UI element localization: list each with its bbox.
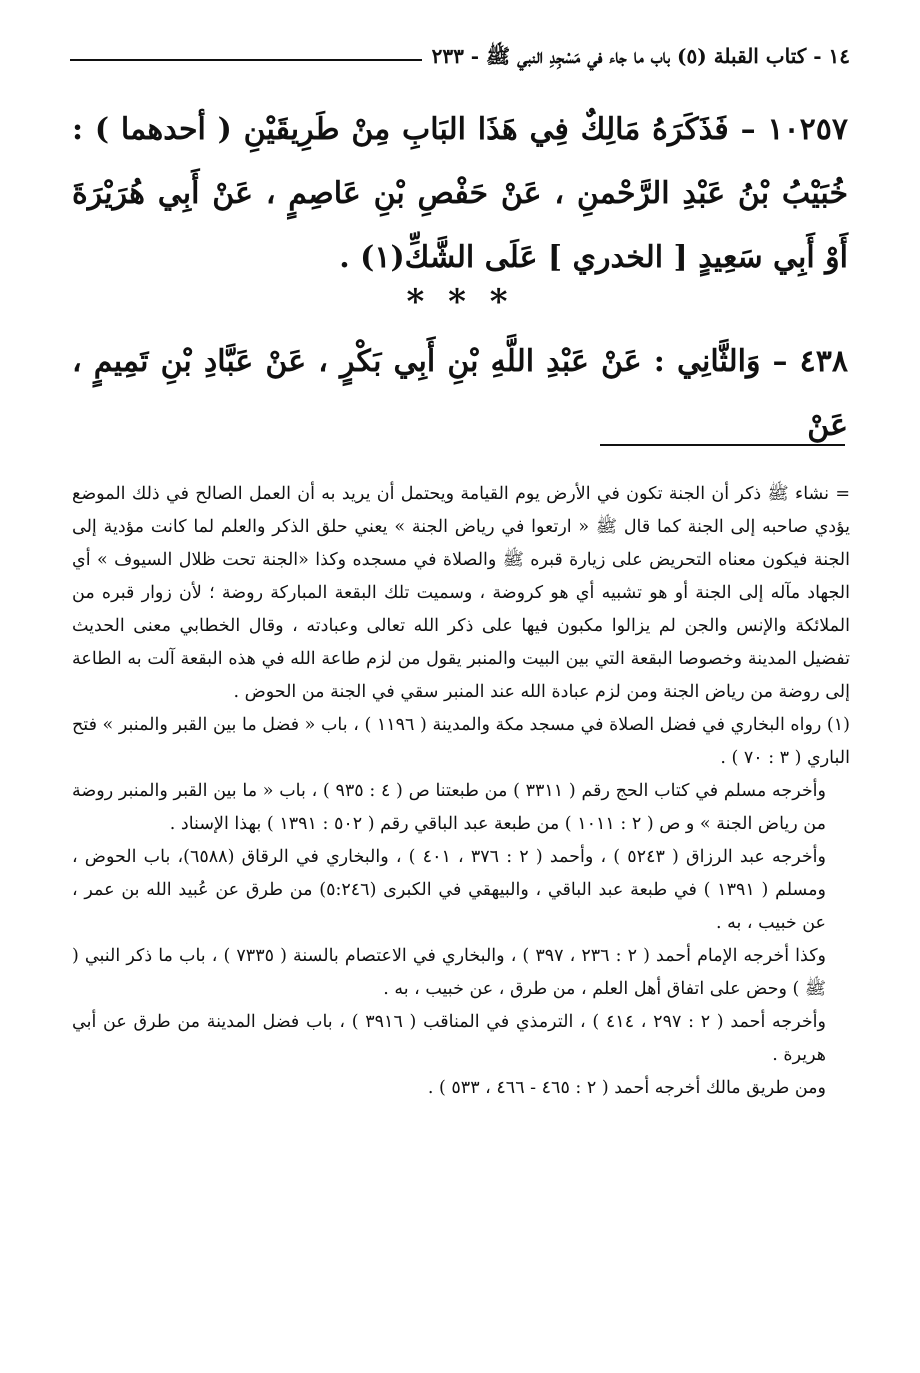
section-separator-stars: * * * — [406, 282, 514, 322]
footnote-1-abdurrazzaq: وأخرجه عبد الرزاق ( ٥٢٤٣ ) ، وأحمد ( ٢ : ٣٧٦ ، ٤٠١ ) ، والبخاري في الرقاق (٦٥٨٨)، باب الحوض ، ومسلم ( ١٣٩١ ) في طبعة عبد الباقي ، والبيهقي في الكبرى (٥:٢٤٦) من طرق عن عُبيد الله بن عمر ، عن خبيب ، به . — [72, 847, 826, 933]
hadith-1257-text: ١٠٢٥٧ – فَذَكَرَهُ مَالِكٌ فِي هَذَا البَابِ مِنْ طَرِيقَيْنِ ( أحدهما ) : خُبَيْبُ بْنُ عَبْدِ الرَّحْمنِ ، عَنْ حَفْصِ بْنِ عَاصِمٍ ، عَنْ أَبِي هُرَيْرَةَ أَوْ أَبِي سَعِيدٍ [ الخدري ] عَلَى الشَّكِّ(١) . — [72, 112, 848, 275]
footnote-1-muslim: وأخرجه مسلم في كتاب الحج رقم ( ٣٣١١ ) من طبعتنا ص ( ٤ : ٩٣٥ ) ، باب « ما بين القبر والمنبر روضة من رياض الجنة » و ص ( ٢ : ١٠١١ ) من طبعة عبد الباقي رقم ( ٥٠٢ : ١٣٩١ ) بهذا الإسناد . — [72, 781, 826, 834]
running-header — [70, 38, 850, 78]
running-title: ١٤ - كتاب القبلة (٥) باب ما جاء في مَسْجِدِ النبي ﷺ - ٢٣٣ — [431, 43, 850, 68]
footnotes — [72, 478, 850, 1105]
hadith-438-text: ٤٣٨ – وَالثَّانِي : عَنْ عَبْدِ اللَّهِ بْنِ أَبِي بَكْرٍ ، عَنْ عَبَّادِ بْنِ تَمِيمٍ ، عَنْ — [72, 344, 848, 443]
footnote-1-tirmidhi: وأخرجه أحمد ( ٢ : ٢٩٧ ، ٤١٤ ) ، الترمذي في المناقب ( ٣٩١٦ ) ، باب فضل المدينة من طرق عن أبي هريرة . — [72, 1012, 826, 1065]
header-rule — [70, 59, 422, 61]
footnote-separator — [600, 444, 845, 446]
footnote-continuation: = نشاء ﷺ ذكر أن الجنة تكون في الأرض يوم القيامة ويحتمل أن يريد به أن العمل الصالح في ذلك الموضع يؤدي صاحبه إلى الجنة كما قال ﷺ « ارتعوا في رياض الجنة » يعني حلق الذكر والعلم لما كانت مؤدية إلى الجنة فيكون معناه التحريض على زيارة قبره ﷺ والصلاة في مسجده وكذا «الجنة تحت ظلال السيوف » أي الجهاد مآله إلى الجنة أو هو تشبيه أي هو كروضة ، وسميت تلك البقعة المباركة روضة ؛ لأن زوار قبره من الملائكة والإنس والجن لم يزالوا مكبون فيها على ذكر الله تعالى وعبادته ، وقال الخطابي معنى الحديث تفضيل المدينة وخصوصا البقعة التي بين البيت والمنبر يقول من لزم طاعة الله في هذه البقعة آلت به الطاعة إلى روضة من رياض الجنة ومن لزم عبادة الله عند المنبر سقي في الجنة من الحوض . — [72, 484, 850, 702]
footnote-1-malik: ومن طريق مالك أخرجه أحمد ( ٢ : ٤٦٥ - ٤٦٦ ، ٥٣٣ ) . — [427, 1078, 826, 1098]
footnote-1-ahmad: وكذا أخرجه الإمام أحمد ( ٢ : ٢٣٦ ، ٣٩٧ ) ، والبخاري في الاعتصام بالسنة ( ٧٣٣٥ ) ، باب ما ذكر النبي ( ﷺ ) وحض على اتفاق أهل العلم ، من طرق ، عن خبيب ، به . — [72, 946, 826, 999]
footnote-1-bukhari: (١) رواه البخاري في فضل الصلاة في مسجد مكة والمدينة ( ١١٩٦ ) ، باب « فضل ما بين القبر والمنبر » فتح الباري ( ٣ : ٧٠ ) . — [72, 715, 850, 768]
